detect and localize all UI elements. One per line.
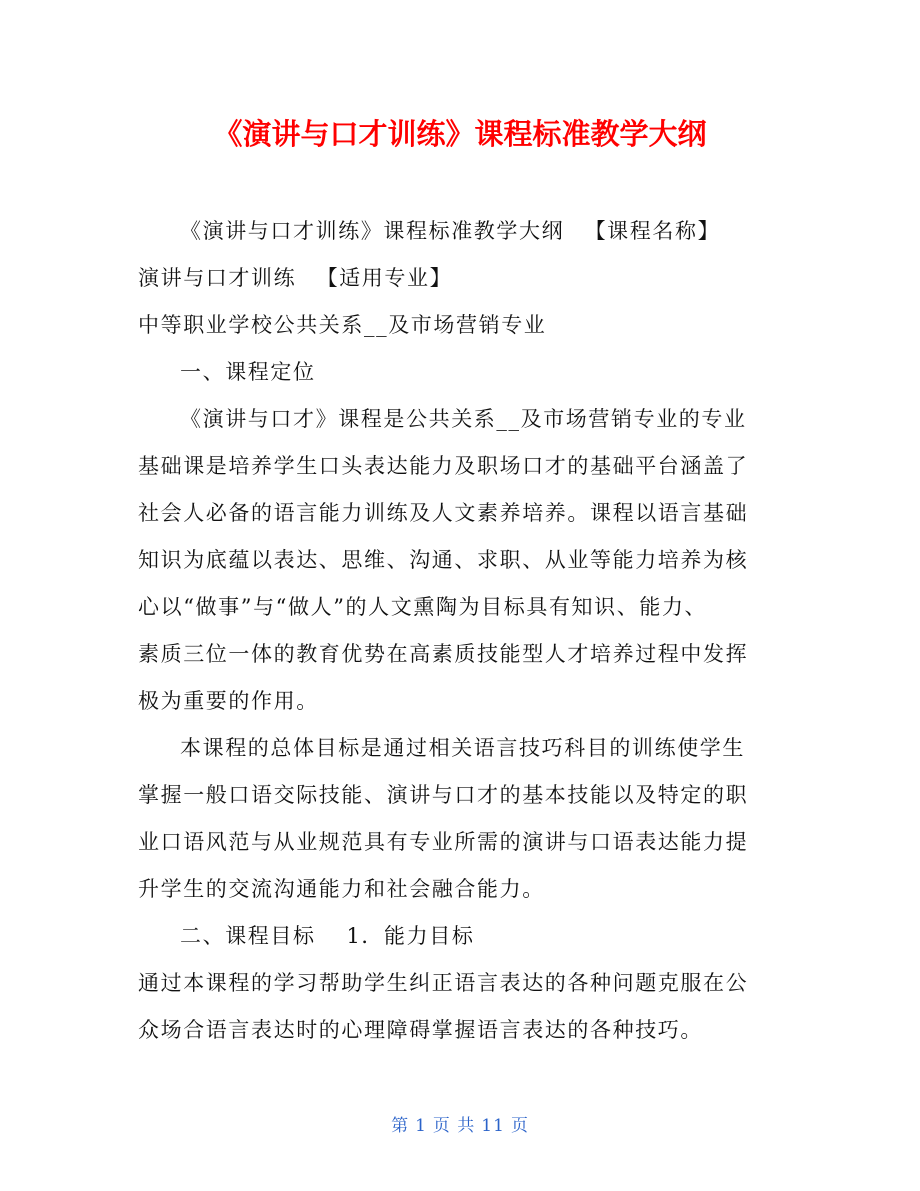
paragraph-line: 演讲与口才训练 【适用专业】 — [138, 266, 453, 290]
footer-total-pages: 11 — [481, 1116, 505, 1136]
paragraph-line: 中等职业学校公共关系__及市场营销专业 — [138, 313, 547, 337]
document-body — [138, 208, 784, 1054]
paragraph-line: 升学生的交流沟通能力和社会融合能力。 — [138, 877, 545, 901]
paragraph-line: 本课程的总体目标是通过相关语言技巧科目的训练使学生 — [180, 736, 745, 760]
document-title: 《演讲与口才训练》课程标准教学大纲 — [213, 117, 707, 151]
paragraph-line: 心以“做事”与“做人”的人文熏陶为目标具有知识、能力、 — [138, 595, 708, 619]
footer-page-number: 1 — [415, 1116, 427, 1136]
paragraph-line: 社会人必备的语言能力训练及人文素养培养。课程以语言基础 — [138, 501, 749, 525]
paragraph-line: 极为重要的作用。 — [138, 689, 319, 713]
footer-middle: 页 共 — [432, 1116, 476, 1136]
paragraph-line: 通过本课程的学习帮助学生纠正语言表达的各种问题克服在公 — [138, 971, 749, 995]
paragraph-line: 众场合语言表达时的心理障碍掌握语言表达的各种技巧。 — [138, 1018, 703, 1042]
paragraph-line: 掌握一般口语交际技能、演讲与口才的基本技能以及特定的职 — [138, 783, 749, 807]
paragraph-line: 素质三位一体的教育优势在高素质技能型人才培养过程中发挥 — [138, 642, 749, 666]
paragraph-line: 业口语风范与从业规范具有专业所需的演讲与口语表达能力提 — [138, 830, 749, 854]
page-footer — [0, 1112, 920, 1140]
section-heading: 二、课程目标 1．能力目标 — [180, 924, 475, 948]
footer-suffix: 页 — [510, 1116, 529, 1136]
section-heading: 一、课程定位 — [180, 360, 316, 384]
paragraph-line: 《演讲与口才训练》课程标准教学大纲 【课程名称】 — [180, 219, 721, 243]
paragraph-line: 知识为底蕴以表达、思维、沟通、求职、从业等能力培养为核 — [138, 548, 749, 572]
footer-prefix: 第 — [391, 1116, 410, 1136]
paragraph-line: 《演讲与口才》课程是公共关系__及市场营销专业的专业 — [180, 407, 747, 431]
paragraph-line: 基础课是培养学生口头表达能力及职场口才的基础平台涵盖了 — [138, 454, 749, 478]
